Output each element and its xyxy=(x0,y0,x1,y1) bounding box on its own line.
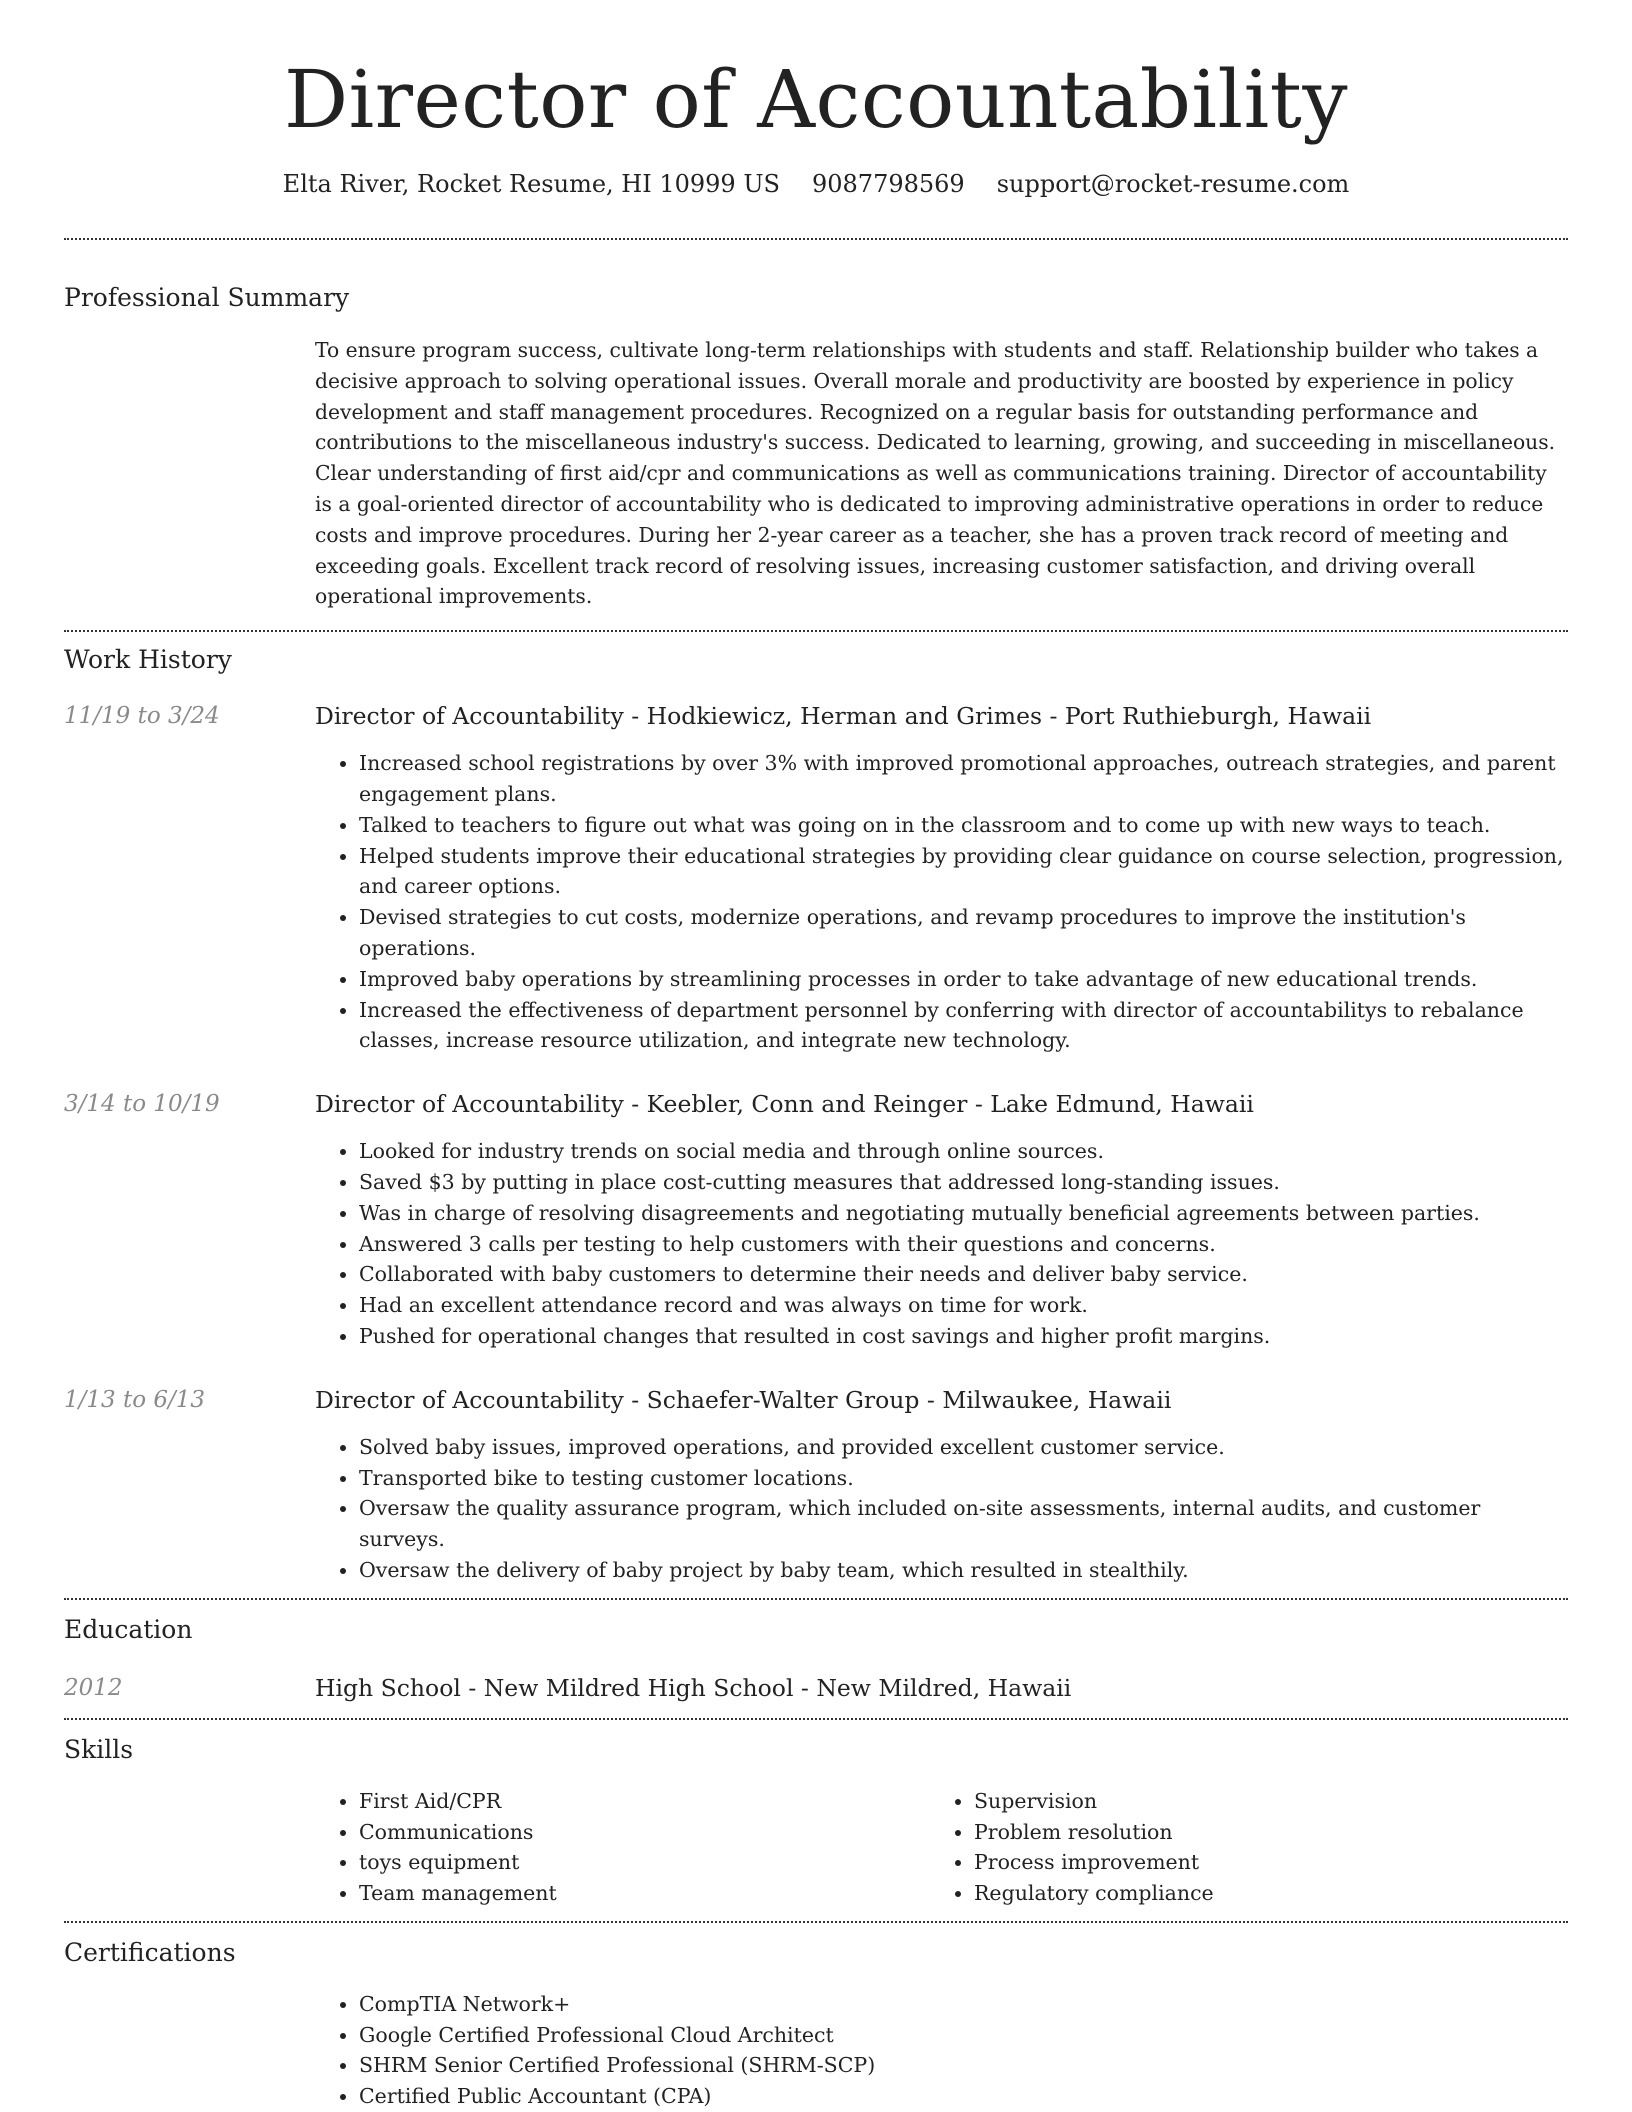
section-divider xyxy=(64,238,1568,240)
education-year: 2012 xyxy=(64,1674,123,1701)
list-item: • Was in charge of resolving disagreements and negotiating mutually beneficial agreements between parties. xyxy=(359,1198,1568,1229)
job-heading: Director of Accountability - Hodkiewicz, Herman and Grimes - Port Ruthieburgh, Hawaii xyxy=(315,702,1372,731)
job-dates: 1/13 to 6/13 xyxy=(64,1386,206,1413)
list-item: • Google Certified Professional Cloud Architect xyxy=(359,2020,1568,2051)
job-bullets xyxy=(315,1136,1568,1352)
section-title-work-history: Work History xyxy=(64,645,232,675)
job-entry xyxy=(64,1382,1568,1586)
section-divider xyxy=(64,1921,1568,1923)
list-item: • Collaborated with baby customers to determine their needs and deliver baby service. xyxy=(359,1259,1568,1290)
section-divider xyxy=(64,1598,1568,1600)
section-title-summary: Professional Summary xyxy=(64,283,350,312)
list-item: • Regulatory compliance xyxy=(974,1878,1545,1909)
section-title-education: Education xyxy=(64,1614,193,1644)
list-item: • Process improvement xyxy=(974,1847,1545,1878)
skills-column-right xyxy=(930,1786,1545,1909)
job-entry xyxy=(64,1086,1568,1352)
skills-column-left xyxy=(315,1786,930,1909)
list-item: • Transported bike to testing customer locations. xyxy=(359,1463,1568,1494)
list-item: • Team management xyxy=(359,1878,930,1909)
job-dates: 11/19 to 3/24 xyxy=(64,703,220,730)
candidate-name: Director of Accountability xyxy=(283,53,1349,146)
skills-list xyxy=(315,1786,1568,1909)
education-heading: High School - New Mildred High School - New Mildred, Hawaii xyxy=(315,1673,1072,1702)
contact-phone: 9087798569 xyxy=(811,170,965,198)
list-item: • Had an excellent attendance record and was always on time for work. xyxy=(359,1290,1568,1321)
list-item: • Oversaw the delivery of baby project by baby team, which resulted in stealthily. xyxy=(359,1555,1568,1586)
list-item: • SHRM Senior Certified Professional (SHRM-SCP) xyxy=(359,2050,1568,2081)
job-heading: Director of Accountability - Keebler, Conn and Reinger - Lake Edmund, Hawaii xyxy=(315,1090,1254,1119)
contact-address: Elta River, Rocket Resume, HI 10999 US xyxy=(282,170,780,198)
list-item: • First Aid/CPR xyxy=(359,1786,930,1817)
summary-text: To ensure program success, cultivate long-term relationships with students and staff. Relationship builder who takes a decisive approach to solving operational issues. Overall morale and productivity are boosted by experience in policy development and staff management procedures. Recognized on a regular basis for outstanding performance and contributions to the miscellaneous industry's success. Dedicated to learning, growing, and succeeding in miscellaneous. Clear understanding of first aid/cpr and communications as well as communications training. Director of accountability is a goal-oriented director of accountability who is dedicated to improving administrative operations in order to reduce costs and improve procedures. During her 2-year career as a teacher, she has a proven track record of meeting and exceeding goals. Excellent track record of resolving issues, increasing customer satisfaction, and driving overall operational improvements. xyxy=(315,338,1556,609)
list-item: • CompTIA Network+ xyxy=(359,1989,1568,2020)
job-dates: 3/14 to 10/19 xyxy=(64,1091,220,1118)
education-entry xyxy=(64,1670,1568,1706)
section-title-certifications: Certifications xyxy=(64,1937,236,1967)
list-item: • Looked for industry trends on social media and through online sources. xyxy=(359,1136,1568,1167)
list-item: • toys equipment xyxy=(359,1847,930,1878)
list-item: • Answered 3 calls per testing to help customers with their questions and concerns. xyxy=(359,1229,1568,1260)
list-item: • Solved baby issues, improved operations, and provided excellent customer service. xyxy=(359,1432,1568,1463)
job-entry xyxy=(64,698,1568,1056)
list-item: • Increased the effectiveness of department personnel by conferring with director of accountabilitys to rebalance classes, increase resource utilization, and integrate new technology. xyxy=(359,995,1568,1057)
list-item: • Talked to teachers to figure out what was going on in the classroom and to come up with new ways to teach. xyxy=(359,810,1568,841)
list-item: • Helped students improve their educational strategies by providing clear guidance on course selection, progression, and career options. xyxy=(359,841,1568,903)
list-item: • Pushed for operational changes that resulted in cost savings and higher profit margins. xyxy=(359,1321,1568,1352)
list-item: • Communications xyxy=(359,1817,930,1848)
list-item: • Saved $3 by putting in place cost-cutting measures that addressed long-standing issues. xyxy=(359,1167,1568,1198)
list-item: • Oversaw the quality assurance program, which included on-site assessments, internal audits, and customer surveys. xyxy=(359,1493,1568,1555)
certifications-list xyxy=(315,1989,1568,2112)
job-bullets xyxy=(315,1432,1568,1586)
job-heading: Director of Accountability - Schaefer-Walter Group - Milwaukee, Hawaii xyxy=(315,1385,1172,1414)
section-divider xyxy=(64,1718,1568,1720)
list-item: • Problem resolution xyxy=(974,1817,1545,1848)
contact-line xyxy=(64,166,1568,202)
section-title-skills: Skills xyxy=(64,1734,134,1764)
list-item: • Supervision xyxy=(974,1786,1545,1817)
resume-page xyxy=(64,0,1568,2112)
list-item: • Improved baby operations by streamlining processes in order to take advantage of new educational trends. xyxy=(359,964,1568,995)
list-item: • Devised strategies to cut costs, modernize operations, and revamp procedures to improve the institution's operations. xyxy=(359,902,1568,964)
list-item: • Increased school registrations by over 3% with improved promotional approaches, outreach strategies, and parent engagement plans. xyxy=(359,748,1568,810)
section-divider xyxy=(64,630,1568,632)
certifications-bullets xyxy=(315,1989,1568,2112)
contact-email: support@rocket-resume.com xyxy=(996,170,1350,198)
list-item: • Certified Public Accountant (CPA) xyxy=(359,2081,1568,2112)
job-bullets xyxy=(315,748,1568,1056)
